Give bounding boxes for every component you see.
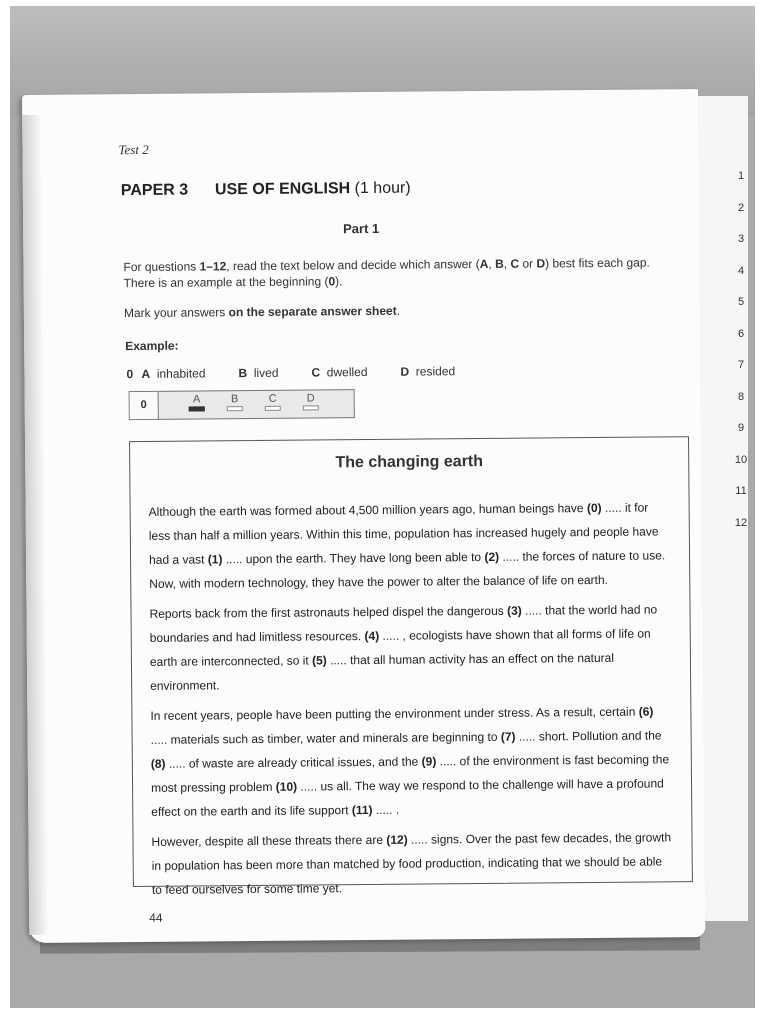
passage-run: ..... .: [372, 802, 400, 817]
margin-number: 1: [737, 170, 745, 182]
instructions-text: ) best fits each gap.: [545, 255, 650, 271]
passage-run: ..... short. Pollution and the: [515, 728, 662, 744]
answer-bubble-d: D: [302, 392, 320, 410]
instructions-text: , read the text below and decide which answer (: [226, 257, 480, 274]
gap-number: (8): [150, 756, 166, 771]
passage-paragraph: [151, 825, 674, 902]
gap-number: (5): [311, 653, 327, 668]
example-option-d: D resided: [400, 364, 456, 379]
option-letter: D: [536, 256, 546, 271]
gap-number: (0): [586, 500, 602, 516]
passage-paragraph: [149, 495, 672, 596]
empty-mark-icon: [303, 405, 319, 410]
gap-number: (12): [386, 832, 408, 847]
paper-name: USE OF ENGLISH: [214, 180, 351, 199]
margin-number: 11: [735, 485, 747, 497]
answer-bubble-b: B: [226, 393, 244, 411]
answer-sheet-number: 0: [130, 392, 159, 419]
passage-paragraph: [150, 699, 673, 824]
option-letter: C: [510, 256, 520, 271]
passage-run: Reports back from the first astronauts helped dispel the dangerous: [149, 603, 508, 621]
margin-number: 6: [737, 327, 745, 340]
margin-number: 12: [734, 516, 748, 529]
instructions-text: There is an example at the beginning (: [123, 274, 329, 291]
passage-box: [129, 436, 693, 897]
passage-title: The changing earth: [335, 452, 484, 472]
instructions-text: or: [519, 256, 537, 271]
instructions-text: ).: [335, 274, 343, 289]
paper-title: [121, 180, 411, 201]
example-answer-sheet: [129, 389, 355, 420]
gap-number: (6): [638, 704, 654, 719]
example-option-c: C dwelled: [311, 364, 368, 380]
passage-run: ..... signs. Over the past few decades, the growth in population has been more than matched by food production, indicating that we should be able to feed ourselves for some time yet.: [151, 830, 672, 897]
gap-number: (1): [207, 552, 223, 567]
passage-run: ..... it for less than half a million years. Within this time, population has increased hugely and people have had a vast: [148, 500, 659, 567]
mark-answers-text: .: [396, 303, 401, 318]
filled-mark-icon: [189, 406, 205, 411]
margin-number: 10: [734, 453, 748, 466]
empty-mark-icon: [227, 406, 243, 411]
gap-number: (4): [364, 628, 380, 644]
option-letter: B: [495, 256, 504, 271]
gap-number: (2): [484, 549, 500, 564]
passage-run: ..... of the environment is fast becoming the most pressing problem: [150, 752, 670, 795]
margin-number: 5: [737, 296, 745, 308]
passage-paragraph: [149, 597, 672, 698]
passage-run: ..... the forces of nature to use. Now, with modern technology, they have the power to alter the balance of life on earth.: [149, 548, 666, 591]
passage-run: ..... of waste are already critical issues, and the: [165, 754, 422, 771]
passage-run: ..... that all human activity has an effect on the natural environment.: [150, 650, 615, 693]
passage-run: ..... upon the earth. They have long been able to: [222, 549, 485, 567]
margin-number: 3: [737, 233, 745, 245]
part-heading: Part 1: [343, 220, 380, 237]
empty-mark-icon: [265, 406, 281, 411]
margin-number: 2: [737, 201, 745, 214]
passage-run: ..... us all. The way we respond to the challenge will have a profound effect on the earth and its life support: [151, 776, 664, 819]
example-number: 0: [328, 274, 336, 289]
answer-bubble-c: C: [264, 393, 282, 411]
margin-number: 8: [737, 390, 745, 403]
paper-number: PAPER 3: [120, 181, 189, 200]
book-page: [22, 89, 705, 943]
paper-duration: (1 hour): [354, 179, 411, 198]
gap-number: (11): [351, 802, 373, 818]
running-head: Test 2: [118, 141, 149, 158]
passage-run: ..... that the world had no boundaries and had limitless resources.: [149, 602, 658, 645]
mark-answers-emphasis: on the separate answer sheet: [228, 303, 397, 320]
instructions-text: ,: [503, 256, 511, 271]
passage-text: [149, 495, 675, 908]
passage-run: In recent years, people have been putting the environment under stress. As a result, certain: [150, 704, 639, 723]
instructions: [123, 254, 683, 291]
gap-number: (9): [421, 754, 437, 769]
passage-run: ..... , ecologists have shown that all forms of life on earth are interconnected, so it: [149, 626, 651, 669]
passage-run: However, despite all these threats there are: [151, 832, 387, 849]
margin-number: 4: [737, 264, 745, 277]
margin-number: 7: [737, 359, 745, 371]
gap-number: (3): [507, 603, 522, 618]
instructions-text: For questions: [123, 259, 200, 275]
passage-run: Although the earth was formed about 4,500 million years ago, human beings have: [148, 501, 587, 519]
passage-run: ..... materials such as timber, water and minerals are beginning to: [150, 729, 501, 747]
page-number: 44: [149, 910, 163, 925]
mark-answers-line: [124, 304, 400, 320]
gap-number: (7): [500, 729, 516, 744]
example-question-number: 0: [126, 367, 134, 382]
mark-answers-text: Mark your answers: [123, 305, 229, 321]
gap-number: (10): [275, 779, 298, 794]
example-option-b: B lived: [238, 365, 279, 381]
question-range: 1–12: [199, 259, 227, 274]
example-option-a: A inhabited: [141, 366, 206, 381]
margin-number: 9: [737, 422, 745, 434]
option-letter: A: [479, 256, 489, 272]
example-label: Example:: [125, 338, 179, 354]
answer-bubble-a: A: [188, 393, 206, 411]
instructions-text: ,: [488, 256, 496, 271]
